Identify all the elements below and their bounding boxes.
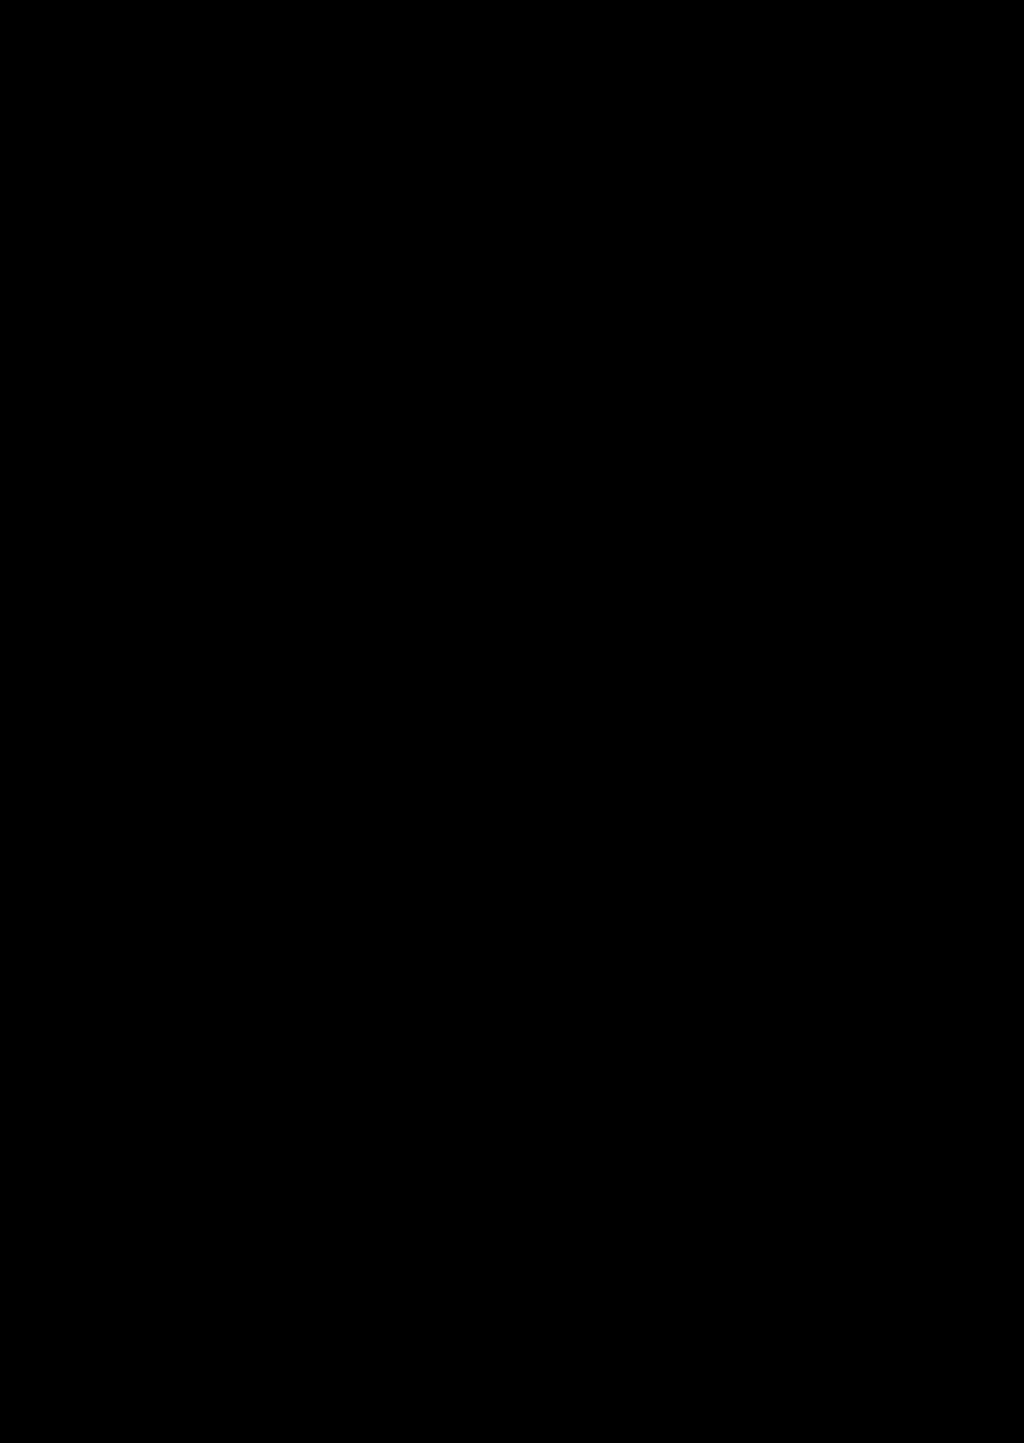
paragraph-conclusion: Tato nerovnost je správná, neboť druhá mocnina reálného čísla je vždy nezáporná. Rovnost zřejmě nastane pouze pro xyxy=(104,1195,930,1309)
equation-number: (1) xyxy=(888,909,930,943)
equation-x0: x₀ = (b − a) / 2 . xyxy=(398,727,636,761)
page-number: 47 xyxy=(891,1302,930,1337)
equation-area: P (x) = (a + x) (b − x) = ab + x (b − a) − x² xyxy=(198,511,836,545)
paragraph-since: Protože P (x₀) = ab + (b − a)²/2 − (b − a)²/4, máme dokázat, že pro všechna x z intervalu (−a, b) platí nerovnost P (x) ≤ P (x₀) čili nerovnost xyxy=(104,775,930,889)
paragraph-intro: a předpokládejme pro určitost, že 0 < a < b. Jeho obvod je roven číslu o = 2 (a + b). Strany libovolného pravoúhelníka se stejným obvodem můžeme vyjádřit ve tvaru a + x, b − x, kde 0 < a + x, 0 < b − x, neboť xyxy=(104,87,930,241)
equation-main-row xyxy=(104,906,930,946)
equation-perimeter: 2 (a + x + b − x) = 2 (a + b) = o. xyxy=(273,255,761,289)
equation-main-inequality: ab + x (b − a) − x² ≤ ab + (b − a)²/2 − (b − a)²/4 , xyxy=(104,909,845,943)
equation-step-3: 0 ≤ (x − (b − a)/2)² . xyxy=(365,1147,669,1181)
paragraph-function: je tedy funkcí proměnné x. Máme dokázat, že funkce P (x) nabývá v intervalu (−a, b) maxima tehdy, je-li příslušný pravoúhelník čtverec. Potom je a + x₀ = b − x₀, čili xyxy=(104,559,930,713)
page-content xyxy=(104,84,930,1384)
paragraph-conditions: Aby byly splněny podmínky 0 < a + x, 0 < b − x, musí platit −a < x < b, což znamená, že x leží v intervalu (−a, b). xyxy=(104,303,930,417)
paragraph-area-intro: Vezměme nyní x z intervalu (−a, b) a příslušný pravoúhelník o stranách a + x, b − x. Jeho obsah xyxy=(104,423,930,497)
equation-step-2: 0 ≤ ((b − a)/2)² − x (b − a) + x² , xyxy=(275,1099,759,1133)
equation-step-1: x (b − a) − x² ≤ ((b − a)/2)² , xyxy=(305,1051,729,1085)
paragraph-simple-steps: Jednoduchými úpravami dostaneme postupně ekvivalentní nerovnosti xyxy=(104,963,930,1037)
